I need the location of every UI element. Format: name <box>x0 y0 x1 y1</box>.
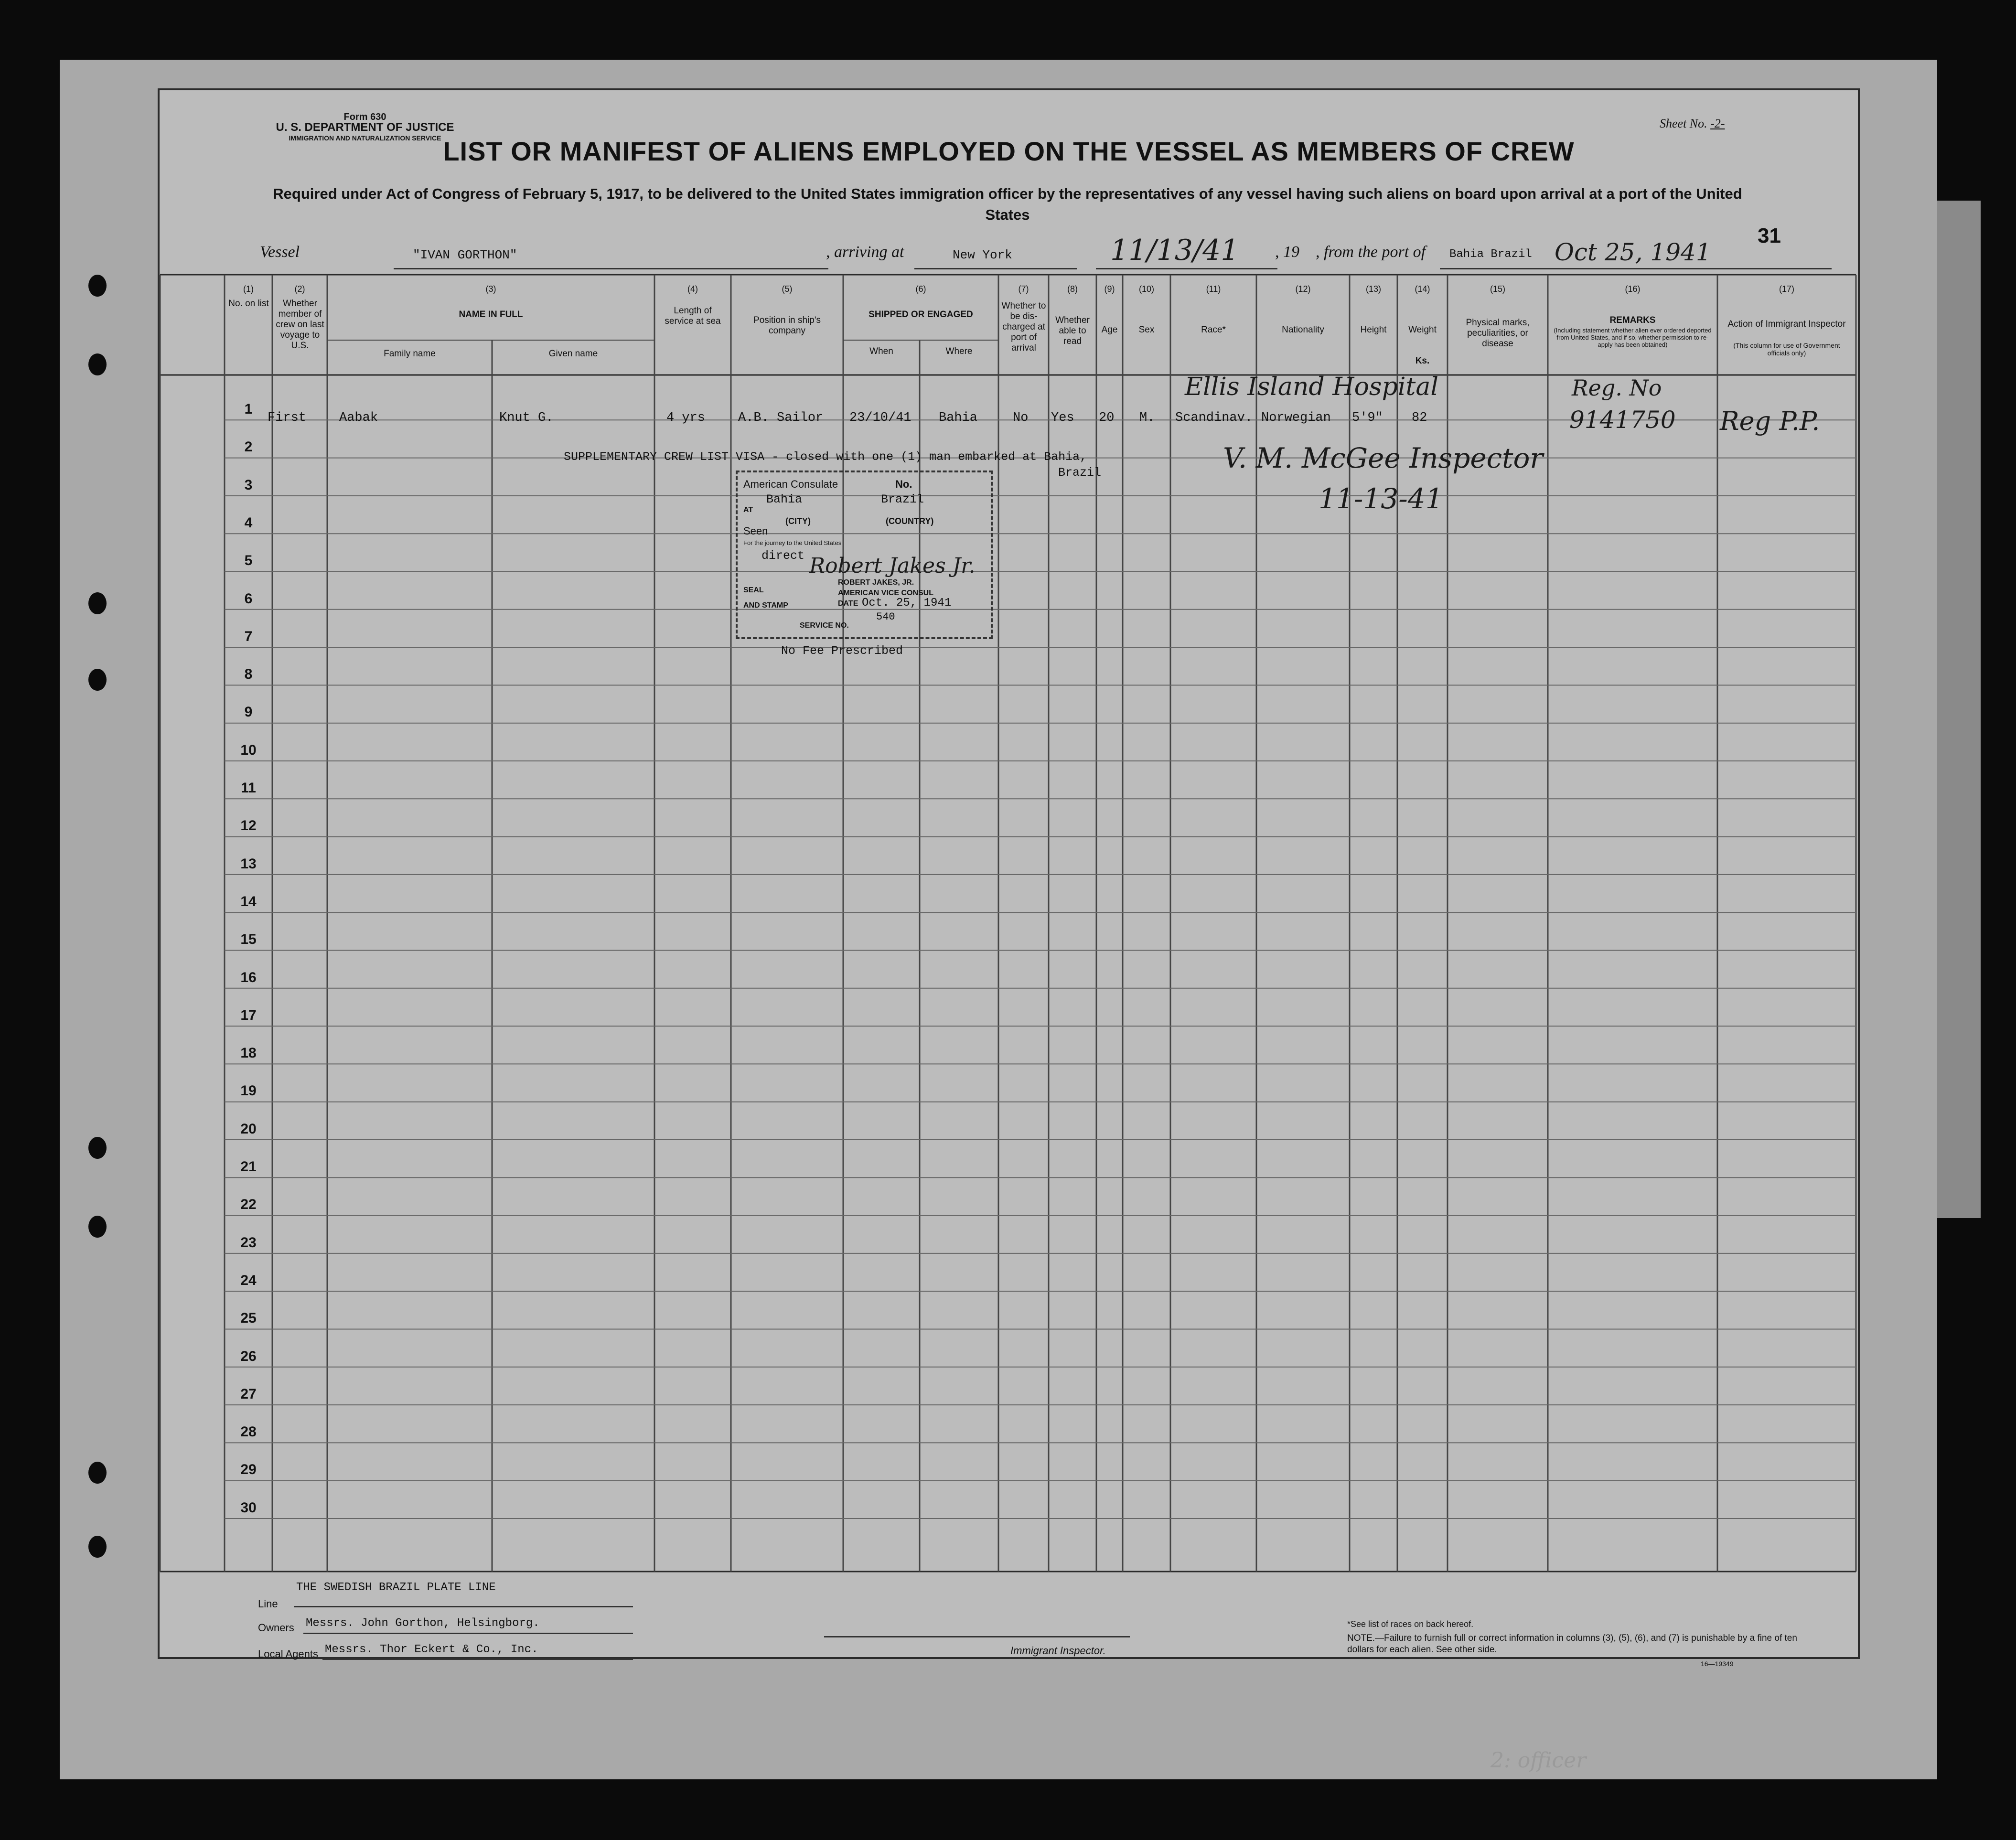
row-number: 1 <box>244 401 253 417</box>
column-header: Whether able to read <box>1055 315 1090 346</box>
row-number: 23 <box>240 1234 257 1251</box>
arriving-port: New York <box>953 248 1012 262</box>
column-number: (4) <box>687 284 698 294</box>
stamp-date-value: Oct. 25, 1941 <box>862 597 952 610</box>
entry-remarks-reg: Reg. No <box>1572 375 1662 401</box>
column-header: Age <box>1101 325 1118 335</box>
weight-unit: Ks. <box>1415 356 1430 366</box>
row-number: 21 <box>240 1159 257 1175</box>
column-header: Length of service at sea <box>665 306 721 326</box>
footer-line-label: Line <box>258 1598 278 1610</box>
column-header: Physical marks, peculiarities, or disease <box>1466 318 1530 349</box>
inspector-annotation: V. M. McGee Inspector <box>1223 442 1544 474</box>
entry-remarks-number: 9141750 <box>1569 406 1676 434</box>
column-header: Height <box>1360 325 1387 335</box>
row-number: 3 <box>244 477 253 493</box>
when-header: When <box>869 346 893 356</box>
entry-age: 20 <box>1099 411 1115 425</box>
supplementary-note: SUPPLEMENTARY CREW LIST VISA - closed with one (1) man embarked at Bahia, <box>564 450 1087 464</box>
underline <box>322 1658 633 1660</box>
underline <box>824 1636 1130 1637</box>
footer-races-note: *See list of races on back hereof. <box>1347 1619 1474 1629</box>
stamp-journey-label: For the journey to the United States <box>743 539 842 546</box>
column-number: (11) <box>1206 284 1221 294</box>
entry-given-name: Knut G. <box>499 411 554 425</box>
vessel-label: Vessel <box>260 243 300 261</box>
column-header: Sex <box>1138 325 1155 335</box>
hospital-annotation: Ellis Island Hospital <box>1185 373 1439 401</box>
row-number: 11 <box>241 780 256 796</box>
footer-owners-label: Owners <box>258 1622 294 1634</box>
row-number: 26 <box>240 1348 257 1364</box>
row-number: 8 <box>244 666 253 683</box>
inspector-date: 11-13-41 <box>1319 482 1443 515</box>
stamp-officer-name: ROBERT JAKES, JR. <box>838 578 914 587</box>
family-name-header: Family name <box>384 349 436 359</box>
row-number: 29 <box>240 1462 257 1478</box>
column-header: Whether member of crew on last voyage to U.S. <box>276 299 324 351</box>
column-header: NAME IN FULL <box>459 310 523 320</box>
entry-service-length: 4 yrs <box>666 411 706 425</box>
department-name: U. S. DEPARTMENT OF JUSTICE <box>276 121 454 134</box>
footer-bottom-note: 2: officer <box>1491 1748 1587 1773</box>
footer-agents-label: Local Agents <box>258 1648 318 1660</box>
underline <box>294 1606 633 1607</box>
row-number: 18 <box>240 1045 257 1061</box>
column-number: (16) <box>1625 284 1641 294</box>
footer-owners-value: Messrs. John Gorthon, Helsingborg. <box>306 1617 540 1630</box>
column-number: (1) <box>243 284 254 294</box>
entry-weight: 82 <box>1412 411 1427 425</box>
row-number: 30 <box>240 1499 257 1516</box>
column-header: Race* <box>1201 325 1226 335</box>
row-number: 12 <box>240 818 257 834</box>
column-number: (8) <box>1067 284 1078 294</box>
service-name: IMMIGRATION AND NATURALIZATION SERVICE <box>289 134 441 142</box>
column-number: (10) <box>1138 284 1154 294</box>
year-label: , 19 <box>1275 243 1299 261</box>
remarks-note: (Including statement whether alien ever ordered deported from United States, and if so, whether permission to re-apply has been obtained) <box>1554 327 1712 348</box>
underline <box>303 1633 633 1634</box>
column-number: (7) <box>1018 284 1029 294</box>
row-number: 7 <box>244 628 253 644</box>
column-number: (3) <box>485 284 496 294</box>
row-number: 13 <box>240 856 257 872</box>
where-header: Where <box>945 346 973 356</box>
entry-sex: M. <box>1139 411 1155 425</box>
stamp-city: Bahia <box>766 492 803 506</box>
row-number: 27 <box>240 1386 257 1402</box>
entry-read: Yes <box>1051 411 1074 425</box>
entry-last-voyage: First <box>268 411 307 425</box>
entry-family-name: Aabak <box>339 411 378 425</box>
row-number: 15 <box>240 931 257 948</box>
stamp-seal-label: SEAL <box>743 586 764 594</box>
page-title: LIST OR MANIFEST OF ALIENS EMPLOYED ON THE VESSEL AS MEMBERS OF CREW <box>443 136 1575 166</box>
column-number: (12) <box>1295 284 1311 294</box>
from-label: , from the port of <box>1316 243 1426 261</box>
footer-inspector-label: Immigrant Inspector. <box>1010 1645 1106 1657</box>
row-number: 24 <box>240 1272 257 1288</box>
from-port: Bahia Brazil <box>1449 248 1532 261</box>
row-number: 17 <box>240 1007 257 1023</box>
stamp-and-stamp-label: AND STAMP <box>743 601 788 610</box>
row-number: 5 <box>244 553 253 569</box>
row-number: 4 <box>244 514 253 531</box>
entry-action: Reg P.P. <box>1720 406 1820 436</box>
row-number: 10 <box>240 742 257 758</box>
stamp-no-label: No. <box>895 478 912 490</box>
column-number: (9) <box>1104 284 1115 294</box>
action-note: (This column for use of Government officials only) <box>1733 342 1840 357</box>
sheet-label: Sheet No. <box>1660 117 1707 130</box>
stamp-at-label: AT <box>743 506 753 514</box>
row-number: 25 <box>240 1310 257 1327</box>
supplementary-note-country: Brazil <box>1058 466 1102 480</box>
column-header: Whether to be dis-charged at port of arrival <box>1001 301 1046 353</box>
page-subtitle: Required under Act of Congress of February 5, 1917, to be delivered to the United States immigration officer by the representatives of any vessel having such aliens on board upon arrival at a port of the United States <box>273 185 1742 223</box>
row-number: 20 <box>240 1121 257 1137</box>
vessel-name: "IVAN GORTHON" <box>413 248 517 262</box>
row-number: 14 <box>240 893 257 909</box>
footer-agents-value: Messrs. Thor Eckert & Co., Inc. <box>325 1643 538 1656</box>
entry-nationality: Norwegian <box>1261 411 1331 425</box>
form-number: Form 630 <box>343 112 386 122</box>
arriving-label: , arriving at <box>826 243 904 261</box>
entry-position: A.B. Sailor <box>738 411 824 425</box>
column-number: (14) <box>1415 284 1430 294</box>
column-number: (6) <box>915 284 926 294</box>
entry-height: 5'9" <box>1352 411 1383 425</box>
row-number: 16 <box>240 969 257 985</box>
column-header: Weight <box>1408 325 1437 335</box>
entry-discharged: No <box>1013 411 1029 425</box>
consular-stamp <box>736 471 993 639</box>
column-header: Action of Immigrant Inspector <box>1727 319 1846 329</box>
departure-date: Oct 25, 1941 <box>1555 238 1711 266</box>
page-number: 31 <box>1758 224 1781 247</box>
entry-when: 23/10/41 <box>849 411 911 425</box>
entry-race: Scandinav. <box>1175 411 1253 425</box>
entry-where: Bahia <box>939 411 978 425</box>
given-name-header: Given name <box>548 349 598 359</box>
row-number: 6 <box>244 590 253 607</box>
stamp-country: Brazil <box>881 492 924 506</box>
column-number: (15) <box>1490 284 1505 294</box>
row-number: 19 <box>240 1083 257 1099</box>
stamp-service-label: SERVICE NO. <box>800 621 849 630</box>
column-header: Position in ship's company <box>753 315 821 336</box>
stamp-signature: Robert Jakes Jr. <box>809 554 976 578</box>
stamp-service-value: 540 <box>876 611 895 623</box>
row-number: 9 <box>244 704 253 720</box>
column-number: (17) <box>1779 284 1794 294</box>
arrival-date: 11/13/41 <box>1110 234 1239 267</box>
stamp-seen-label: Seen <box>743 525 768 537</box>
stamp-city-label: (CITY) <box>785 516 811 526</box>
stamp-journey-value: direct <box>761 549 805 563</box>
sheet-value: -2- <box>1710 117 1725 130</box>
column-number: (5) <box>782 284 793 294</box>
column-header: No. on list <box>228 299 269 309</box>
row-number: 28 <box>240 1424 257 1440</box>
column-header: Nationality <box>1282 325 1324 335</box>
stamp-consulate: American Consulate <box>743 478 838 490</box>
footer-line-value: THE SWEDISH BRAZIL PLATE LINE <box>296 1581 496 1594</box>
column-number: (2) <box>294 284 305 294</box>
row-number: 2 <box>244 439 253 455</box>
column-number: (13) <box>1365 284 1381 294</box>
footer-form-code: 16—19349 <box>1701 1660 1734 1668</box>
column-header: SHIPPED OR ENGAGED <box>869 310 973 320</box>
stamp-officer-title: AMERICAN VICE CONSUL <box>838 589 934 597</box>
stamp-date-label: DATE <box>838 599 858 608</box>
no-fee-note: No Fee Prescribed <box>781 644 903 658</box>
column-header: REMARKS <box>1609 315 1656 325</box>
footer-penalty-note: NOTE.—Failure to furnish full or correct information in columns (3), (5), (6), and (7) is punishable by a fine of ten dollars for each alien. See other side. <box>1347 1633 1797 1655</box>
stamp-country-label: (COUNTRY) <box>886 516 934 526</box>
row-number: 22 <box>240 1197 257 1213</box>
